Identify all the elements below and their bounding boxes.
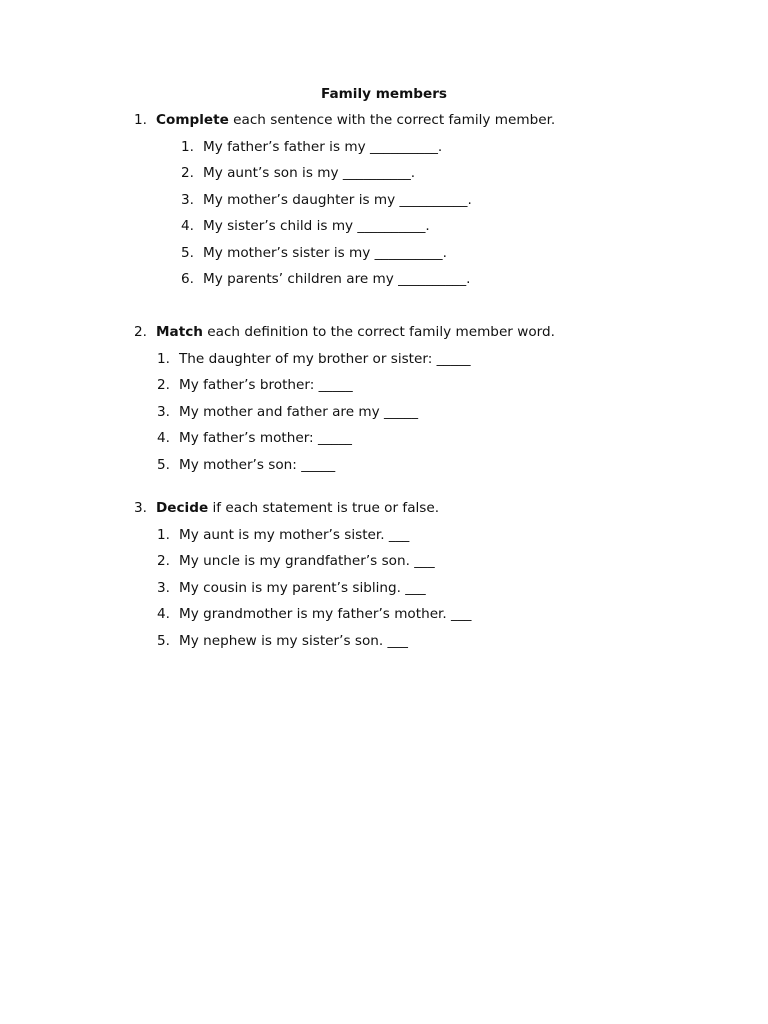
section-2-item bbox=[157, 349, 471, 369]
section-1-number: 1. bbox=[134, 112, 147, 128]
list-item-text: My nephew is my sister’s son. ___ bbox=[179, 633, 408, 649]
list-item-number: 5. bbox=[181, 245, 194, 261]
page-title: Family members bbox=[320, 86, 448, 102]
section-2-item bbox=[157, 402, 418, 422]
section-3-item bbox=[157, 551, 435, 571]
section-3-instruction-text: if each statement is true or false. bbox=[208, 500, 440, 516]
section-1-item bbox=[181, 163, 416, 183]
list-item-text: My father’s father is my __________. bbox=[203, 139, 443, 155]
section-2-keyword: Match bbox=[156, 324, 203, 340]
list-item-text: My mother’s sister is my __________. bbox=[203, 245, 447, 261]
list-item-number: 4. bbox=[181, 218, 194, 234]
section-1-item bbox=[181, 137, 443, 157]
section-2-item bbox=[157, 455, 336, 475]
section-1-instruction bbox=[134, 110, 556, 130]
list-item-text: My grandmother is my father’s mother. ___ bbox=[179, 606, 472, 622]
list-item-number: 3. bbox=[157, 580, 170, 596]
section-3-number: 3. bbox=[134, 500, 147, 516]
list-item-number: 5. bbox=[157, 633, 170, 649]
section-1-item bbox=[181, 216, 430, 236]
section-1-item bbox=[181, 269, 471, 289]
list-item-text: My sister’s child is my __________. bbox=[203, 218, 430, 234]
list-item-number: 4. bbox=[157, 606, 170, 622]
section-1-item bbox=[181, 190, 472, 210]
list-item-text: My mother’s daughter is my __________. bbox=[203, 192, 472, 208]
section-2-instruction-text: each definition to the correct family member word. bbox=[202, 324, 555, 340]
section-2-item bbox=[157, 375, 353, 395]
section-3-item bbox=[157, 578, 426, 598]
list-item-number: 1. bbox=[157, 351, 170, 367]
list-item-number: 3. bbox=[181, 192, 194, 208]
section-1-keyword: Complete bbox=[156, 112, 229, 128]
list-item-number: 1. bbox=[181, 139, 194, 155]
list-item-text: My mother and father are my _____ bbox=[179, 404, 418, 420]
list-item-number: 2. bbox=[157, 553, 170, 569]
section-3-item bbox=[157, 525, 410, 545]
list-item-text: My cousin is my parent’s sibling. ___ bbox=[179, 580, 426, 596]
list-item-text: My parents’ children are my __________. bbox=[203, 271, 471, 287]
list-item-number: 5. bbox=[157, 457, 170, 473]
list-item-text: My aunt’s son is my __________. bbox=[203, 165, 416, 181]
section-3-instruction bbox=[134, 498, 440, 518]
list-item-text: The daughter of my brother or sister: _____ bbox=[179, 351, 471, 367]
section-1-instruction-text: each sentence with the correct family member. bbox=[228, 112, 556, 128]
section-3-item bbox=[157, 604, 472, 624]
section-2-item bbox=[157, 428, 352, 448]
list-item-text: My mother’s son: _____ bbox=[179, 457, 336, 473]
section-1-item bbox=[181, 243, 447, 263]
list-item-text: My father’s brother: _____ bbox=[179, 377, 353, 393]
section-2-instruction bbox=[134, 322, 555, 342]
list-item-number: 3. bbox=[157, 404, 170, 420]
list-item-number: 1. bbox=[157, 527, 170, 543]
list-item-number: 2. bbox=[181, 165, 194, 181]
list-item-number: 4. bbox=[157, 430, 170, 446]
list-item-text: My father’s mother: _____ bbox=[179, 430, 352, 446]
list-item-number: 2. bbox=[157, 377, 170, 393]
list-item-text: My uncle is my grandfather’s son. ___ bbox=[179, 553, 435, 569]
section-2-number: 2. bbox=[134, 324, 147, 340]
list-item-number: 6. bbox=[181, 271, 194, 287]
list-item-text: My aunt is my mother’s sister. ___ bbox=[179, 527, 410, 543]
section-3-item bbox=[157, 631, 408, 651]
section-3-keyword: Decide bbox=[156, 500, 209, 516]
